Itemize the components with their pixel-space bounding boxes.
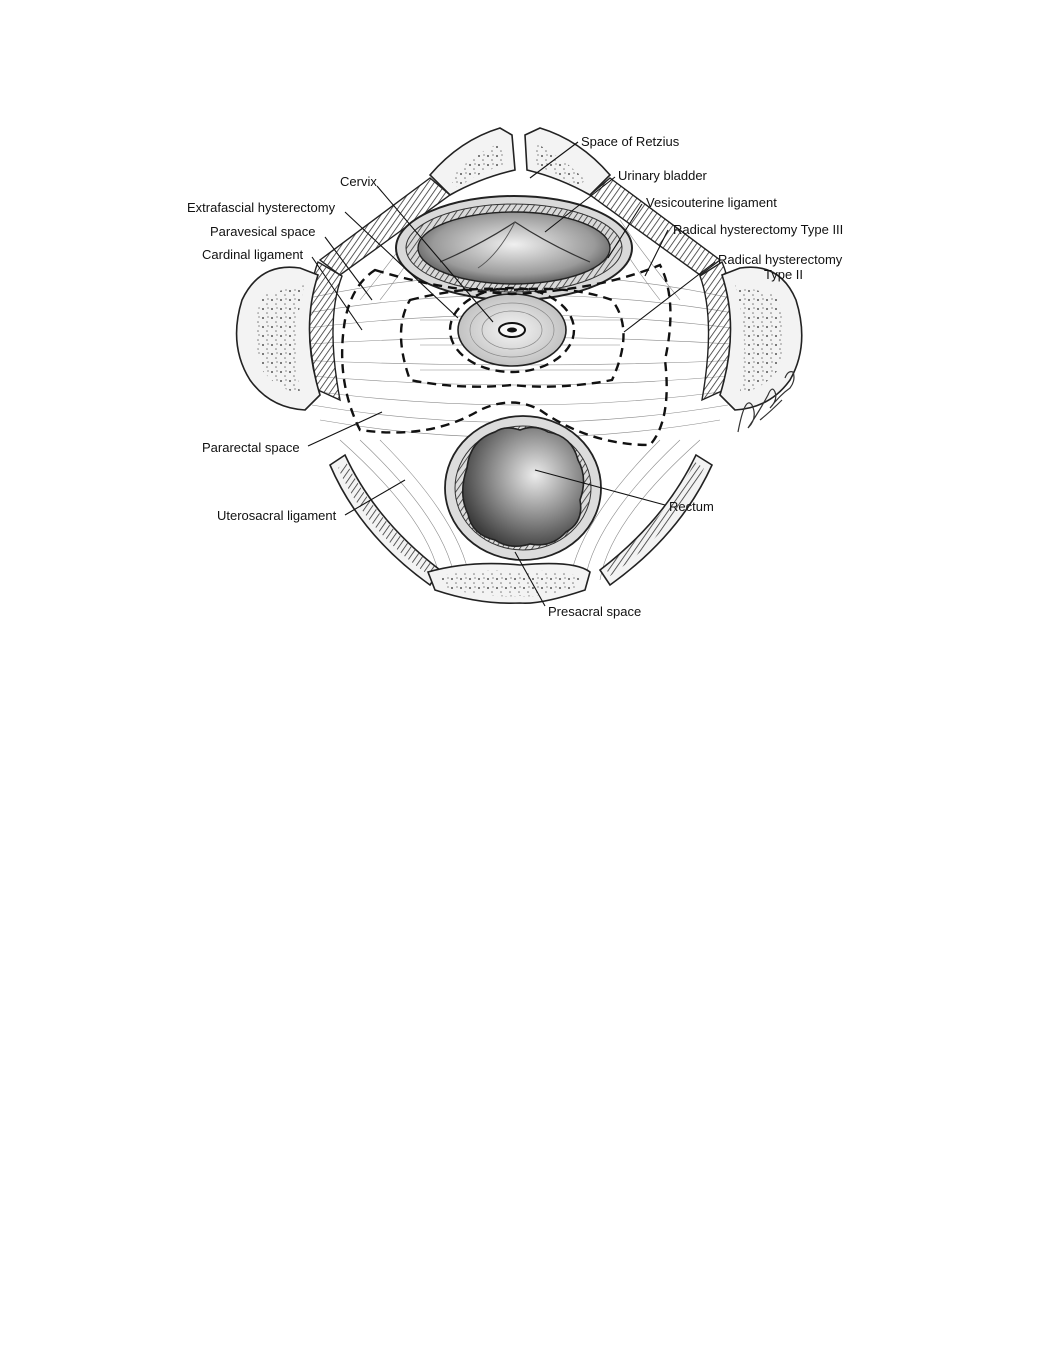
label-space-of-retzius: Space of Retzius — [581, 134, 680, 149]
label-cervix: Cervix — [340, 174, 377, 189]
label-urinary-bladder: Urinary bladder — [618, 168, 707, 183]
label-rectum: Rectum — [669, 499, 714, 514]
label-extrafascial-hysterectomy: Extrafascial hysterectomy — [187, 200, 336, 215]
label-vesicouterine-ligament: Vesicouterine ligament — [646, 195, 777, 210]
label-radical-type2-line2: Type II — [764, 267, 804, 282]
label-radical-type3: Radical hysterectomy Type III — [673, 222, 844, 237]
label-pararectal-space: Pararectal space — [202, 440, 300, 455]
label-radical-type2-line1: Radical hysterectomy — [718, 252, 843, 267]
label-paravesical-space: Paravesical space — [210, 224, 316, 239]
urinary-bladder — [396, 196, 632, 300]
label-cardinal-ligament: Cardinal ligament — [202, 247, 304, 262]
cervix — [458, 294, 566, 366]
label-uterosacral-ligament: Uterosacral ligament — [217, 508, 337, 523]
label-presacral-space: Presacral space — [548, 604, 642, 619]
rectum — [445, 416, 601, 560]
